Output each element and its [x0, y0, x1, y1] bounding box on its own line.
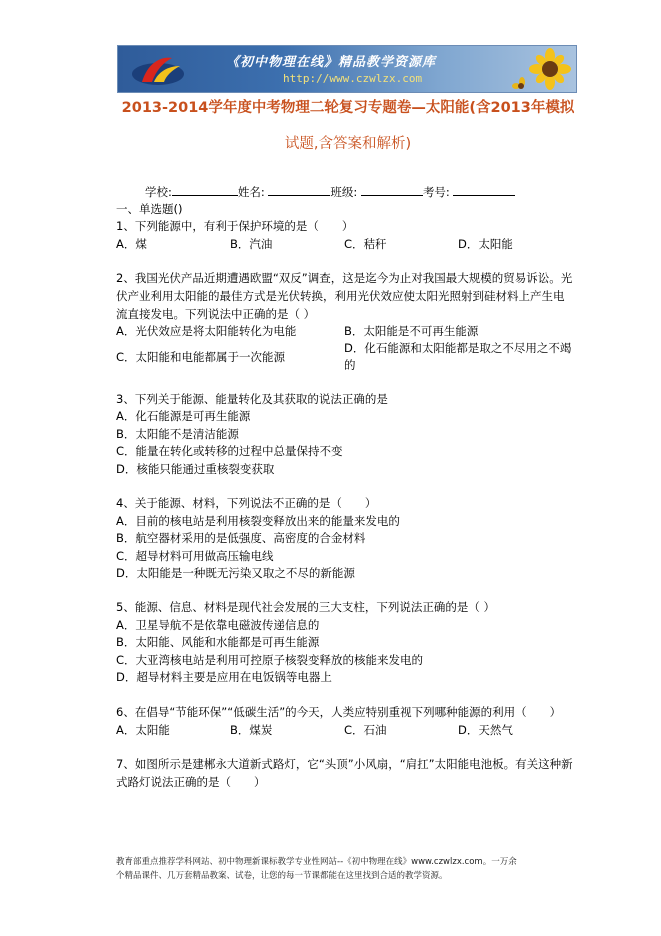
q5-option-a[interactable]: A．卫星导航不是依靠电磁波传递信息的	[116, 618, 320, 632]
q1-option-d[interactable]: D．太阳能	[458, 237, 513, 251]
q6-option-c[interactable]: C．石油	[344, 723, 387, 737]
sunflower-icon	[512, 48, 572, 90]
header-banner	[117, 45, 577, 93]
q3-option-b[interactable]: B．太阳能不是清洁能源	[116, 427, 239, 441]
name-field[interactable]	[268, 184, 330, 196]
title-line-2: 试题,含答案和解析)	[284, 136, 412, 152]
question-7-stem-line-1: 7、如图所示是建郴永大道新式路灯，它“头顶”小风扇，“肩扛”太阳能电池板。有关这种新	[116, 757, 573, 771]
q2-option-a[interactable]: A．光伏效应是将太阳能转化为电能	[116, 324, 297, 338]
question-5-stem: 5、能源、信息、材料是现代社会发展的三大支柱，下列说法正确的是（ ）	[116, 600, 495, 614]
question-1-stem: 1、下列能源中，有利于保护环境的是（ ）	[116, 219, 354, 233]
student-info-row	[145, 184, 515, 200]
number-label: 考号:	[422, 185, 450, 199]
question-2-stem-line-3: 流直接发电。下列说法中正确的是（ ）	[116, 307, 316, 321]
q5-option-b[interactable]: B．太阳能、风能和水能都是可再生能源	[116, 635, 320, 649]
banner-title: 《初中物理在线》精品教学资源库	[226, 55, 437, 70]
q6-option-d[interactable]: D．天然气	[458, 723, 513, 737]
banner-url[interactable]: http://www.czwlzx.com	[283, 72, 423, 85]
q2-option-b[interactable]: B．太阳能是不可再生能源	[344, 324, 479, 338]
q4-option-c[interactable]: C．超导材料可用做高压输电线	[116, 549, 274, 563]
q5-option-c[interactable]: C．大亚湾核电站是利用可控原子核裂变释放的核能来发电的	[116, 653, 424, 667]
q2-option-d-cont: 的	[344, 358, 356, 372]
q6-option-a[interactable]: A．太阳能	[116, 723, 170, 737]
q1-option-a[interactable]: A．煤	[116, 237, 147, 251]
q1-option-c[interactable]: C．秸秆	[344, 237, 387, 251]
document-title	[116, 98, 580, 152]
page-footer	[116, 855, 586, 883]
question-2-stem-line-2: 伏产业利用太阳能的最佳方式是光伏转换，利用光伏效应使太阳光照射到硅材料上产生电	[116, 289, 565, 303]
question-3-stem: 3、下列关于能源、能量转化及其获取的说法正确的是	[116, 392, 388, 406]
school-label: 学校:	[145, 185, 172, 199]
q3-option-c[interactable]: C．能量在转化或转移的过程中总量保持不变	[116, 444, 343, 458]
question-2-stem-line-1: 2、我国光伏产品近期遭遇欧盟“双反”调查，这是迄今为止对我国最大规模的贸易诉讼。光	[116, 271, 573, 285]
school-field[interactable]	[172, 184, 238, 196]
number-field[interactable]	[453, 184, 515, 196]
q4-option-d[interactable]: D．太阳能是一种既无污染又取之不尽的新能源	[116, 566, 355, 580]
footer-line-1: 教育部重点推荐学科网站、初中物理新课标教学专业性网站--《初中物理在线》www.czwlzx.com。一万余	[116, 857, 517, 867]
section-heading: 一、单选题()	[116, 202, 183, 216]
question-7-stem-line-2: 式路灯说法正确的是（ ）	[116, 775, 266, 789]
question-4-stem: 4、关于能源、材料，下列说法不正确的是（ ）	[116, 496, 377, 510]
q4-option-a[interactable]: A．目前的核电站是利用核裂变释放出来的能量来发电的	[116, 514, 400, 528]
q6-option-b[interactable]: B．煤炭	[230, 723, 273, 737]
class-label: 班级:	[330, 185, 358, 199]
q2-option-c[interactable]: C．太阳能和电能都属于一次能源	[116, 350, 286, 364]
footer-line-2: 个精品课件、几万套精品教案、试卷，让您的每一节课都能在这里找到合适的教学资源。	[116, 871, 448, 881]
q5-option-d[interactable]: D．超导材料主要是应用在电饭锅等电器上	[116, 670, 332, 684]
logo-icon	[128, 52, 188, 88]
class-field[interactable]	[361, 184, 423, 196]
q1-option-b[interactable]: B．汽油	[230, 237, 273, 251]
question-6-stem: 6、在倡导“节能环保”“低碳生活”的今天，人类应特别重视下列哪种能源的利用（ ）	[116, 705, 562, 719]
q3-option-a[interactable]: A．化石能源是可再生能源	[116, 409, 251, 423]
name-label: 姓名:	[237, 185, 265, 199]
q2-option-d[interactable]: D．化石能源和太阳能都是取之不尽用之不竭	[344, 341, 572, 355]
title-line-1: 2013-2014学年度中考物理二轮复习专题卷—太阳能(含2013年模拟	[121, 100, 575, 116]
q3-option-d[interactable]: D．核能只能通过重核裂变获取	[116, 462, 275, 476]
q4-option-b[interactable]: B．航空器材采用的是低强度、高密度的合金材料	[116, 531, 366, 545]
